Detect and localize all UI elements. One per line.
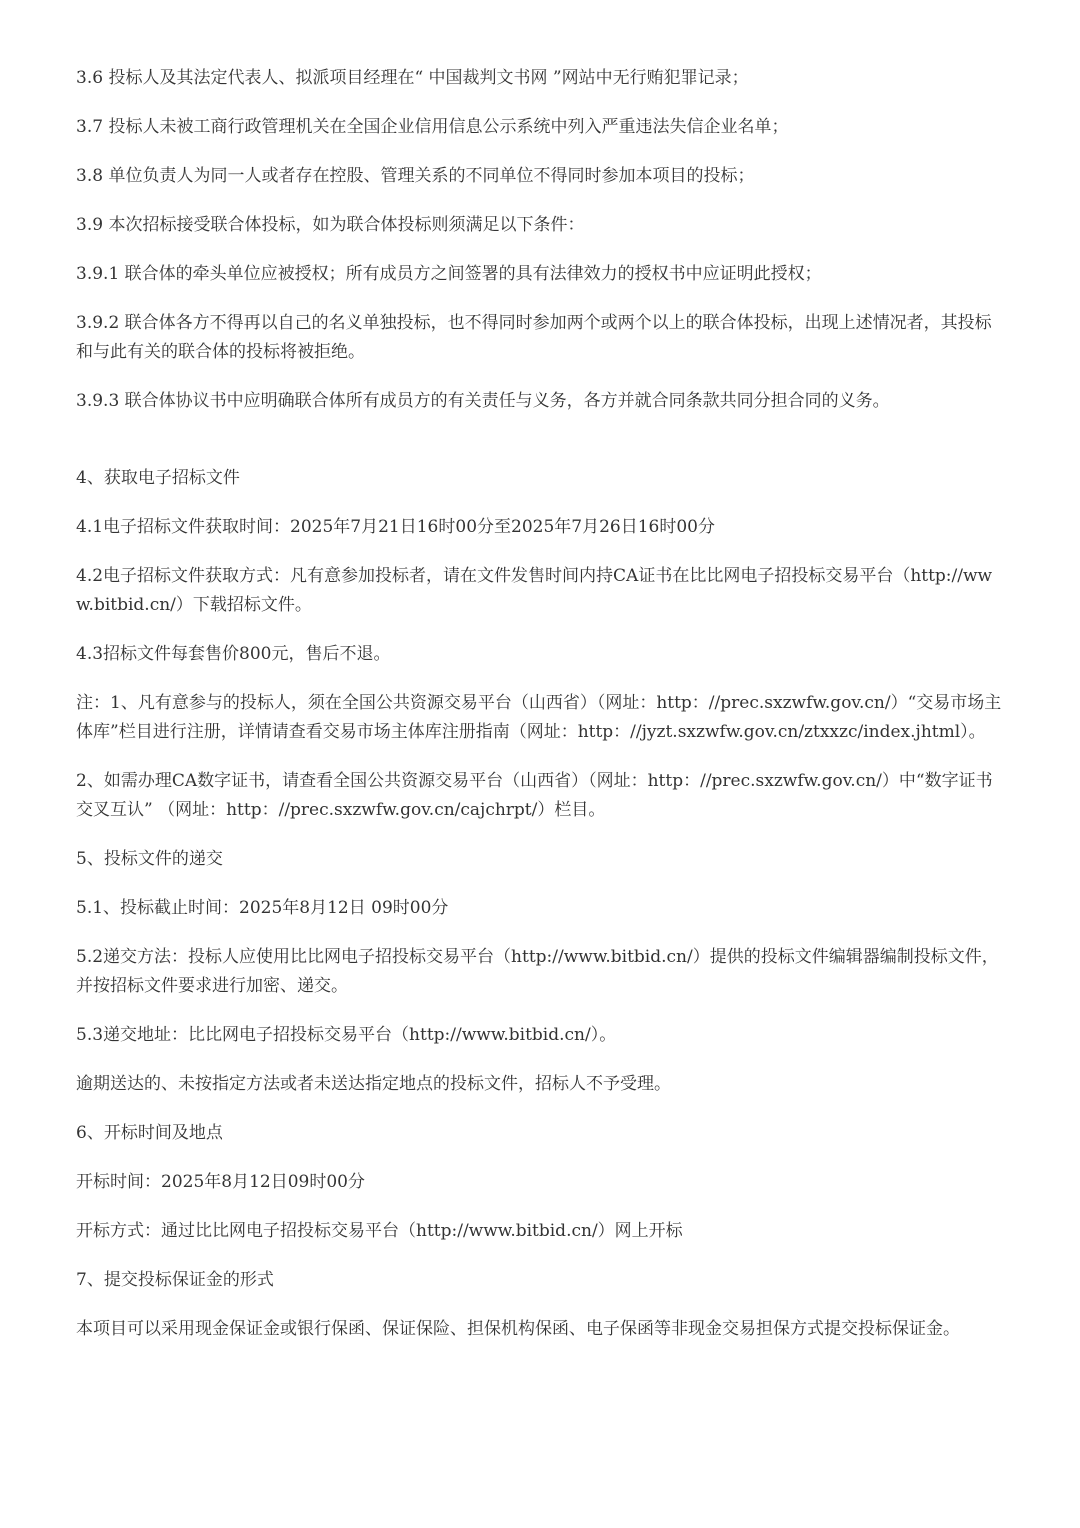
late-submission-note: 逾期送达的、未按指定方法或者未送达指定地点的投标文件，招标人不予受理。 <box>76 1074 671 1094</box>
document-body <box>76 64 1006 1344</box>
opening-method: 开标方式：通过比比网电子招投标交易平台（http://www.bitbid.cn/）网上开标 <box>76 1221 683 1241</box>
clause-3-7: 3.7 投标人未被工商行政管理机关在全国企业信用信息公示系统中列入严重违法失信企业名单； <box>76 117 789 137</box>
clause-4-3: 4.3招标文件每套售价800元，售后不退。 <box>76 644 391 664</box>
clause-3-8: 3.8 单位负责人为同一人或者存在控股、管理关系的不同单位不得同时参加本项目的投标； <box>76 166 755 186</box>
section-4-heading: 4、获取电子招标文件 <box>76 468 240 488</box>
clause-3-9-3: 3.9.3 联合体协议书中应明确联合体所有成员方的有关责任与义务，各方并就合同条款共同分担合同的义务。 <box>76 391 890 411</box>
clause-3-9-1: 3.9.1 联合体的牵头单位应被授权；所有成员方之间签署的具有法律效力的授权书中应证明此授权； <box>76 264 822 284</box>
clause-3-6: 3.6 投标人及其法定代表人、拟派项目经理在“ 中国裁判文书网 ”网站中无行贿犯罪记录； <box>76 68 749 88</box>
section-6-heading: 6、开标时间及地点 <box>76 1123 223 1143</box>
note-1: 注：1、凡有意参与的投标人，须在全国公共资源交易平台（山西省）（网址：http：//prec.sxzwfw.gov.cn/）“交易市场主体库”栏目进行注册，详情请查看交易市场主体库注册指南（网址：http：//jyzt.sxzwfw.gov.cn/ztxxzc/index.jhtml）。 <box>76 693 1002 742</box>
clause-4-1: 4.1电子招标文件获取时间：2025年7月21日16时00分至2025年7月26日16时00分 <box>76 517 715 537</box>
clause-4-2: 4.2电子招标文件获取方式：凡有意参加投标者，请在文件发售时间内持CA证书在比比网电子招投标交易平台（http://www.bitbid.cn/）下载招标文件。 <box>76 566 993 615</box>
opening-time: 开标时间：2025年8月12日09时00分 <box>76 1172 365 1192</box>
clause-5-1: 5.1、投标截止时间：2025年8月12日 09时00分 <box>76 898 449 918</box>
clause-3-9-2: 3.9.2 联合体各方不得再以自己的名义单独投标，也不得同时参加两个或两个以上的联合体投标，出现上述情况者，其投标和与此有关的联合体的投标将被拒绝。 <box>76 313 992 362</box>
section-7-heading: 7、提交投标保证金的形式 <box>76 1270 274 1290</box>
section-5-heading: 5、投标文件的递交 <box>76 849 223 869</box>
clause-5-3: 5.3递交地址：比比网电子招投标交易平台（http://www.bitbid.cn/）。 <box>76 1025 617 1045</box>
clause-3-9: 3.9 本次招标接受联合体投标，如为联合体投标则须满足以下条件： <box>76 215 585 235</box>
clause-5-2: 5.2递交方法：投标人应使用比比网电子招投标交易平台（http://www.bitbid.cn/）提供的投标文件编辑器编制投标文件，并按招标文件要求进行加密、递交。 <box>76 947 999 996</box>
deposit-form: 本项目可以采用现金保证金或银行保函、保证保险、担保机构保函、电子保函等非现金交易担保方式提交投标保证金。 <box>76 1319 960 1339</box>
note-2: 2、如需办理CA数字证书，请查看全国公共资源交易平台（山西省）（网址：http：//prec.sxzwfw.gov.cn/）中“数字证书交叉互认” （网址：http：//prec.sxzwfw.gov.cn/cajchrpt/）栏目。 <box>76 771 993 820</box>
